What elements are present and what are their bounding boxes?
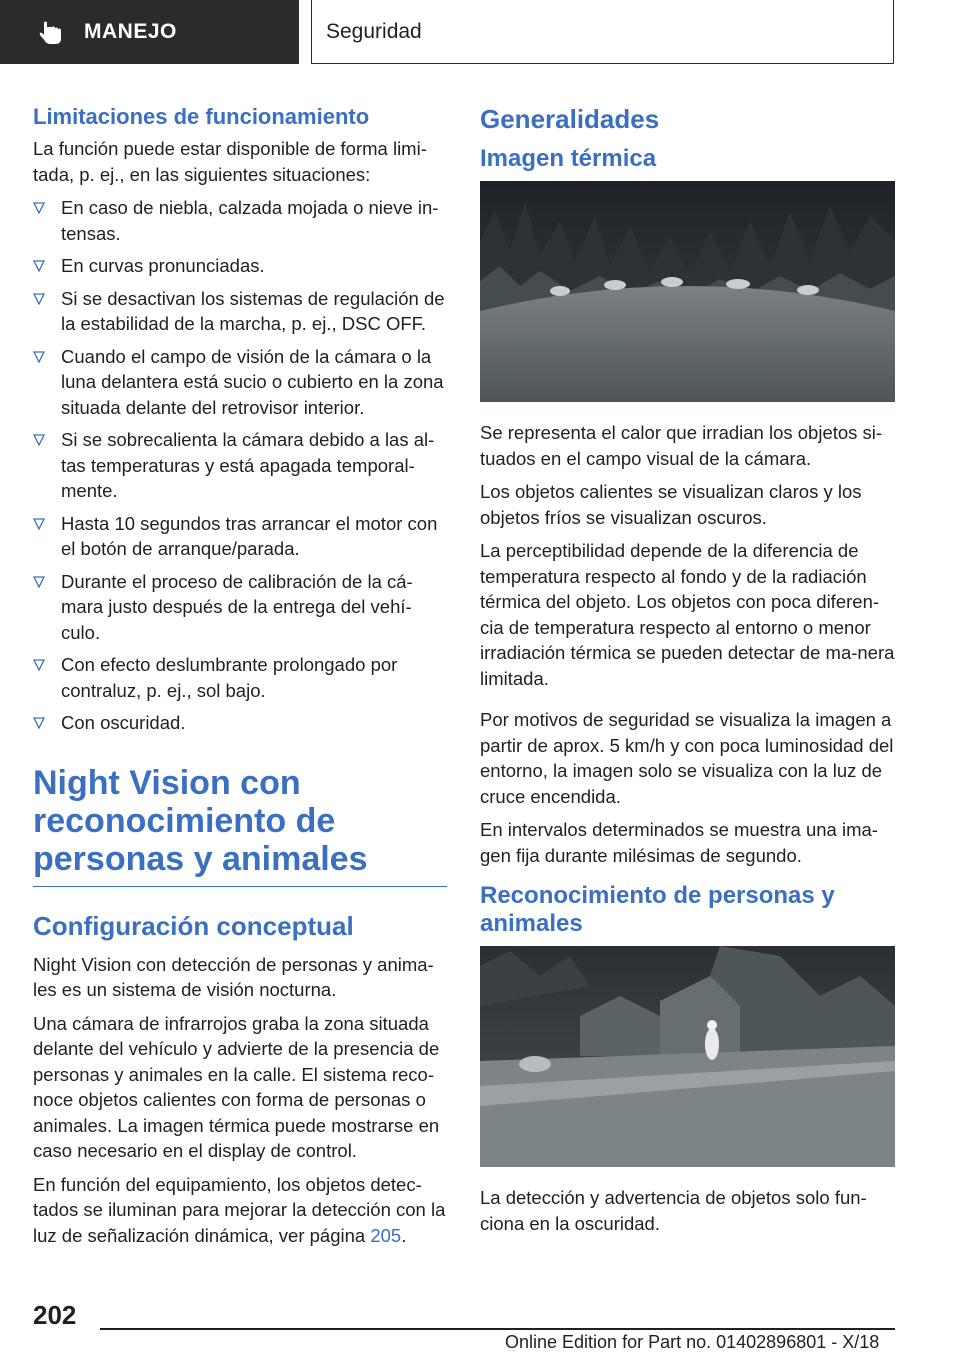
list-item: Con efecto deslumbrante prolongado por contraluz, p. ej., sol bajo. [33,652,447,703]
recognition-paragraph-1: La detección y advertencia de objetos solo fun-ciona en la oscuridad. [480,1187,867,1234]
section-label: MANEJO [84,20,177,43]
concept-heading: Configuración conceptual [33,910,354,941]
list-item: Si se desactivan los sistemas de regulación de la estabilidad de la marcha, p. ej., DSC OFF. [33,286,447,337]
list-item: Hasta 10 segundos tras arrancar el motor con el botón de arranque/parada. [33,511,447,562]
page-header [0,0,960,66]
thermal-paragraph-1: Se representa el calor que irradian los objetos si-tuados en el campo visual de la cámara. [480,422,883,469]
triangle-bullet-icon [33,293,45,305]
list-item: Si se sobrecalienta la cámara debido a las al-tas temperaturas y está apagada temporal-mente. [33,427,447,504]
page-link[interactable]: 205 [370,1224,402,1246]
triangle-bullet-icon [33,659,45,671]
triangle-bullet-icon [33,518,45,530]
limits-list [33,195,447,736]
main-title: Night Vision con reconocimiento de personas y animales [33,764,447,887]
thermal-image-animals [480,181,895,402]
page-footer [0,1290,960,1362]
limits-intro: La función puede estar disponible de forma limi-tada, p. ej., en las siguientes situaciones: [33,138,427,185]
section-tab [0,0,299,64]
list-item: En curvas pronunciadas. [33,253,447,279]
triangle-bullet-icon [33,351,45,363]
footer-divider [100,1328,895,1330]
thermal-image-pedestrian [480,946,895,1167]
list-item: Durante el proceso de calibración de la cá-mara justo después de la entrega del vehí-culo. [33,569,447,646]
edition-text: Online Edition for Part no. 01402896801 - X/18 [505,1332,880,1352]
driving-hand-icon [38,19,64,45]
recognition-heading: Reconocimiento de personas y animales [480,882,835,937]
triangle-bullet-icon [33,434,45,446]
triangle-bullet-icon [33,202,45,214]
concept-paragraph-2: Una cámara de infrarrojos graba la zona situada delante del vehículo y advierte de la presencia de personas y animales en la calle. El sistema reco-noce objetos calientes con forma de personas o animales. La imagen térmica puede mostrarse en caso necesario en el display de control. [33,1012,440,1161]
thermal-paragraph-3: La perceptibilidad depende de la diferencia de temperatura respecto al fondo y de la radiación térmica del objeto. Los objetos con poca diferen-cia de temperatura respecto al entorno o menor irradiación térmica se pueden detectar de ma-nera limitada. [480,540,895,689]
triangle-bullet-icon [33,260,45,272]
chapter-label: Seguridad [326,19,422,43]
list-item: Cuando el campo de visión de la cámara o la luna delantera está sucio o cubierto en la zona situada delante del retrovisor interior. [33,344,447,421]
thermal-heading: Imagen térmica [480,145,657,172]
triangle-bullet-icon [33,576,45,588]
concept-paragraph-1: Night Vision con detección de personas y anima-les es un sistema de visión nocturna. [33,953,434,1000]
general-heading: Generalidades [480,104,660,134]
thermal-paragraph-2: Los objetos calientes se visualizan claros y los objetos fríos se visualizan oscuros. [480,481,862,528]
thermal-paragraph-4: Por motivos de seguridad se visualiza la imagen a partir de aprox. 5 km/h y con poca luminosidad del entorno, la imagen solo se visualiza con la luz de cruce encendida. [480,709,894,807]
thermal-paragraph-5: En intervalos determinados se muestra una ima-gen fija durante milésimas de segundo. [480,819,878,866]
triangle-bullet-icon [33,717,45,729]
concept-paragraph-3: En función del equipamiento, los objetos detec-tados se iluminan para mejorar la detección con la luz de señalización dinámica, ver página 205. [33,1173,446,1246]
limits-heading: Limitaciones de funcionamiento [33,104,370,129]
list-item: En caso de niebla, calzada mojada o nieve in-tensas. [33,195,447,246]
list-item: Con oscuridad. [33,710,447,736]
right-column [480,96,895,1244]
chapter-tab [311,0,894,64]
page-number: 202 [33,1300,77,1330]
left-column [33,96,447,1256]
